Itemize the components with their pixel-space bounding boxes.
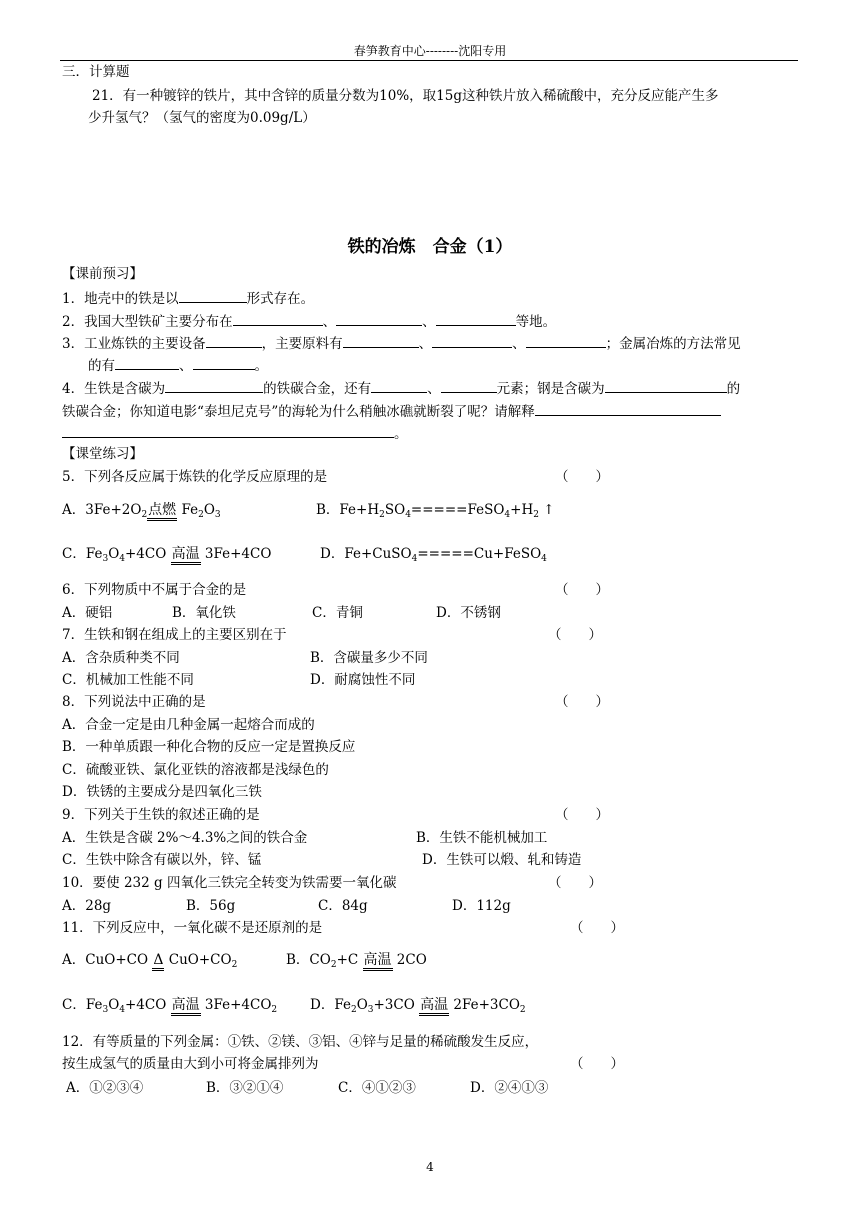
q4-blank-1[interactable] [165, 377, 263, 393]
q5-b-text: +H [510, 502, 534, 518]
q4-blank-2[interactable] [371, 377, 427, 393]
q6-option-a: A．硬铝 [62, 605, 113, 621]
q7-option-b: B．含碳量多少不同 [310, 650, 428, 666]
subscript: 4 [405, 510, 411, 520]
q11-c-text: C．Fe [62, 997, 103, 1013]
q21-line1: 21．有一种镀锌的铁片，其中含锌的质量分数为10%，取15g这种铁片放入稀硫酸中，充分反应能产生多 [92, 88, 719, 104]
q3-blank-5[interactable] [115, 354, 179, 370]
q4 [62, 377, 740, 399]
q10-option-d: D．112g [452, 898, 511, 914]
q3-blank-4[interactable] [526, 332, 606, 348]
subscript: 4 [541, 554, 547, 564]
q3-blank-2[interactable] [343, 332, 419, 348]
q5-b-text: =====FeSO [410, 502, 505, 518]
subscript: 2 [533, 510, 539, 520]
q4-cont [62, 400, 721, 422]
q8-option-d: D．铁锈的主要成分是四氧化三铁 [62, 784, 262, 800]
q9-option-a: A．生铁是含碳 2%～4.3%之间的铁合金 [62, 830, 308, 846]
reaction-condition: 点燃 [147, 502, 177, 521]
subscript: 4 [119, 1005, 125, 1015]
q21-line2: 少升氢气？（氢气的密度为0.09g/L） [88, 110, 316, 126]
q2-text-a: 2．我国大型铁矿主要分布在 [62, 314, 233, 330]
q5-c-text: O [108, 546, 120, 562]
q11-d-text: D．Fe [310, 997, 351, 1013]
q2-blank-1[interactable] [233, 310, 323, 326]
reaction-condition: 高温 [363, 952, 393, 971]
subscript: 3 [214, 510, 221, 520]
q10-answer-paren[interactable]: （ ） [548, 875, 602, 891]
q5-c-text: C．Fe [62, 546, 103, 562]
q7-option-a: A．含杂质种类不同 [62, 650, 180, 666]
q9-option-c: C．生铁中除含有碳以外，锌、锰 [62, 852, 262, 868]
practice-heading: 【课堂练习】 [62, 446, 143, 462]
heat-condition-icon: Δ [152, 952, 164, 971]
q6-option-d: D．不锈钢 [436, 605, 501, 621]
q5-option-b [316, 500, 555, 520]
q5-c-text: 3Fe+4CO [200, 546, 272, 562]
q12-stem-line1: 12．有等质量的下列金属：①铁、②镁、③铝、④锌与足量的稀硫酸发生反应， [62, 1034, 539, 1050]
q3-blank-3[interactable] [432, 332, 512, 348]
q4-blank-3[interactable] [441, 377, 497, 393]
q2-blank-2[interactable] [336, 310, 422, 326]
q11-option-d [310, 995, 526, 1016]
subscript: 3 [102, 554, 109, 564]
q8-option-a: A．合金一定是由几种金属一起熔合而成的 [62, 717, 315, 733]
subscript: 3 [367, 1005, 374, 1015]
q4-sep: 、 [427, 381, 441, 397]
q3-text-b: ，主要原料有 [261, 336, 343, 352]
lesson-title: 铁的冶炼 合金（1） [347, 237, 513, 257]
q3-blank-6[interactable] [193, 354, 255, 370]
q6-stem: 6．下列物质中不属于合金的是 [62, 582, 247, 598]
q3-text-d: 的有 [88, 358, 115, 374]
q11-answer-paren[interactable]: （ ） [570, 920, 624, 936]
q7-option-c: C．机械加工性能不同 [62, 672, 194, 688]
q5-d-text: =====Cu+FeSO [417, 546, 542, 562]
q4-text-f: 。 [394, 426, 408, 442]
q11-b-text: 2CO [392, 952, 427, 968]
q12-answer-paren[interactable]: （ ） [570, 1056, 624, 1072]
q5-a-text: Fe [177, 502, 199, 518]
q9-option-b: B．生铁不能机械加工 [416, 830, 548, 846]
q8-answer-paren[interactable]: （ ） [555, 694, 609, 710]
q4-text-a: 4．生铁是含碳为 [62, 381, 166, 397]
q4-blank-5[interactable] [535, 400, 721, 416]
q11-b-text: +C [336, 952, 363, 968]
q11-d-text: +3CO [373, 997, 420, 1013]
q2-blank-3[interactable] [436, 310, 516, 326]
q4-text-b: 的铁碳合金，还有 [263, 381, 372, 397]
q10-stem: 10．要使 232 g 四氧化三铁完全转变为铁需要一氧化碳 [62, 875, 397, 891]
q4-text-d: 的 [726, 381, 741, 397]
q3-blank-1[interactable] [206, 332, 262, 348]
q2 [62, 310, 556, 332]
subscript: 2 [350, 1005, 357, 1015]
q3-text-a: 3．工业炼铁的主要设备 [62, 336, 206, 352]
page-number: 4 [426, 1160, 434, 1174]
q12-stem-line2: 按生成氢气的质量由大到小可将金属排列为 [62, 1056, 319, 1072]
q10-option-a: A．28g [62, 898, 112, 914]
q11-b-text: B．CO [286, 952, 331, 968]
q2-sep: 、 [422, 314, 436, 330]
q3-sep: 、 [179, 358, 193, 374]
q5-option-a [62, 500, 221, 521]
q7-answer-paren[interactable]: （ ） [548, 627, 602, 643]
q8-option-c: C．硫酸亚铁、氯化亚铁的溶液都是浅绿色的 [62, 762, 329, 778]
subscript: 2 [271, 1005, 278, 1015]
q5-a-text: A．3Fe+2O [62, 502, 142, 518]
q2-sep: 、 [322, 314, 337, 330]
q5-option-d [320, 544, 547, 564]
gas-arrow-icon: ↑ [538, 502, 555, 518]
q5-stem: 5．下列各反应属于炼铁的化学反应原理的是 [62, 469, 328, 485]
subscript: 2 [231, 960, 238, 970]
reaction-condition: 高温 [171, 546, 201, 565]
q11-stem: 11．下列反应中，一氧化碳不是还原剂的是 [62, 920, 323, 936]
q3-cont [88, 354, 268, 376]
q11-d-text: O [356, 997, 368, 1013]
subscript: 2 [379, 510, 385, 520]
q4-blank-6[interactable] [62, 422, 394, 438]
q3-sep: 、 [418, 336, 433, 352]
q12-option-b: B．③②①④ [206, 1080, 284, 1096]
subscript: 2 [141, 510, 148, 520]
q1-blank[interactable] [179, 287, 247, 303]
q8-stem: 8．下列说法中正确的是 [62, 694, 206, 710]
q12-option-a: A．①②③④ [66, 1080, 144, 1096]
q2-text-b: 等地。 [515, 314, 557, 330]
q11-c-text: O [108, 997, 120, 1013]
q4-text-c: 元素；钢是含碳为 [496, 381, 605, 397]
q4-blank-4[interactable] [605, 377, 727, 393]
q10-option-b: B．56g [186, 898, 236, 914]
q5-a-text: O [203, 502, 215, 518]
q3-text-c: ；金属冶炼的方法常见 [605, 336, 741, 352]
section-heading: 三．计算题 [62, 64, 130, 80]
subscript: 4 [411, 554, 418, 564]
q4-cont2 [62, 422, 408, 444]
q12-option-c: C．④①②③ [338, 1080, 416, 1096]
q5-option-c [62, 544, 271, 565]
q11-option-c [62, 995, 277, 1016]
preview-heading: 【课前预习】 [62, 266, 143, 282]
q5-d-text: D．Fe+CuSO [320, 546, 412, 562]
subscript: 2 [198, 510, 204, 520]
q6-answer-paren[interactable]: （ ） [555, 582, 609, 598]
subscript: 4 [119, 554, 125, 564]
page-header: 春笋教育中心--------沈阳专用 [353, 44, 507, 58]
q11-a-text: CuO+CO [164, 952, 232, 968]
q11-c-text: +4CO [125, 997, 171, 1013]
q9-stem: 9．下列关于生铁的叙述正确的是 [62, 807, 260, 823]
q7-stem: 7．生铁和钢在组成上的主要区别在于 [62, 627, 287, 643]
q11-d-text: 2Fe+3CO [449, 997, 520, 1013]
q6-option-c: C．青铜 [312, 605, 363, 621]
subscript: 3 [102, 1005, 109, 1015]
q5-b-text: SO [384, 502, 406, 518]
q5-b-text: B．Fe+H [316, 502, 380, 518]
q6-option-b: B．氧化铁 [172, 605, 236, 621]
q8-option-b: B．一种单质跟一种化合物的反应一定是置换反应 [62, 739, 356, 755]
reaction-condition: 高温 [171, 997, 201, 1016]
q3 [62, 332, 741, 354]
q10-option-c: C．84g [318, 898, 368, 914]
q1-text-b: 形式存在。 [246, 291, 315, 307]
q11-option-a [62, 950, 237, 971]
q4-text-e: 铁碳合金；你知道电影“泰坦尼克号”的海轮为什么稍触冰礁就断裂了呢？请解释 [62, 404, 535, 420]
q12-option-d: D．②④①③ [470, 1080, 549, 1096]
q1 [62, 287, 314, 309]
subscript: 2 [330, 960, 337, 970]
q11-c-text: 3Fe+4CO [200, 997, 272, 1013]
q5-c-text: +4CO [125, 546, 171, 562]
subscript: 4 [504, 510, 511, 520]
q11-a-text: A．CuO+CO [62, 952, 153, 968]
q7-option-d: D．耐腐蚀性不同 [310, 672, 416, 688]
subscript: 2 [519, 1005, 526, 1015]
q11-option-b [286, 950, 427, 971]
reaction-condition: 高温 [419, 997, 449, 1016]
q1-text-a: 1．地壳中的铁是以 [62, 291, 179, 307]
q9-answer-paren[interactable]: （ ） [555, 807, 609, 823]
q9-option-d: D．生铁可以煅、轧和铸造 [422, 852, 582, 868]
q5-answer-paren[interactable]: （ ） [555, 469, 609, 485]
header-rule [60, 60, 798, 61]
q3-sep: 、 [512, 336, 526, 352]
q3-text-e: 。 [254, 358, 268, 374]
